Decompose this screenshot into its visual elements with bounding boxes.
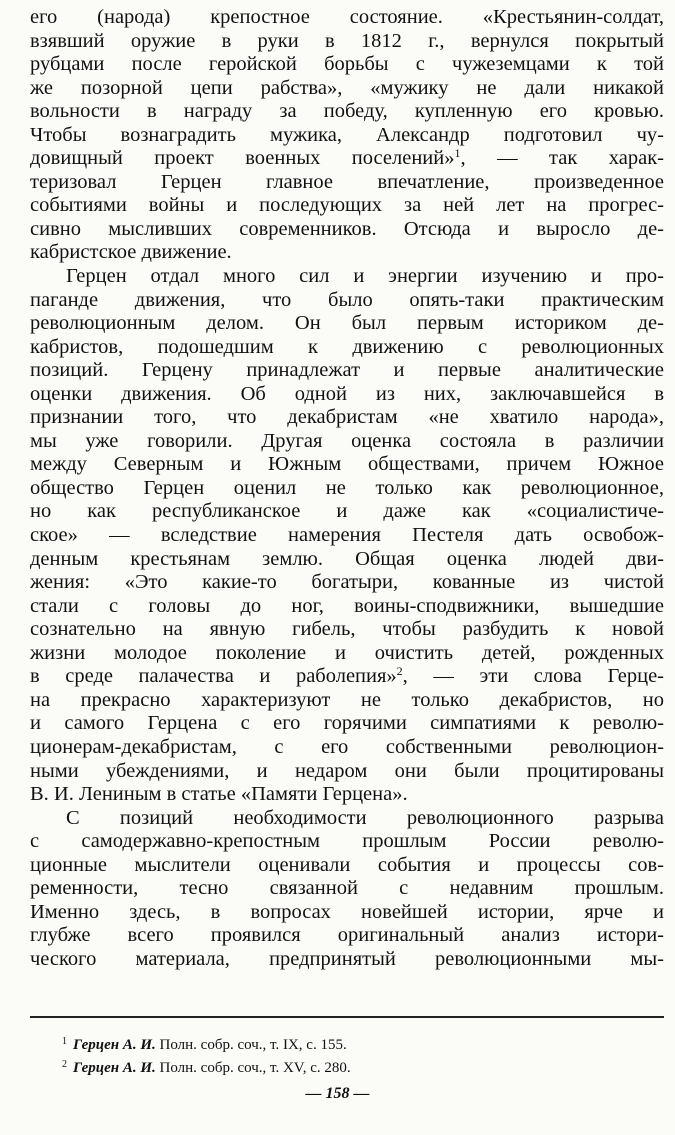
- line-text: рубцами после геройской борьбы с чужеземцами к той: [30, 53, 664, 76]
- line-text: стали с головы до ног, воины-сподвижники, вышедшие: [30, 594, 664, 617]
- text-line: [30, 453, 664, 477]
- footnote-text: Полн. собр. соч., т. XV, с. 280.: [159, 1060, 351, 1076]
- line-text: же позорной цепи рабства», «мужику не дали никакой: [30, 76, 664, 99]
- footnote-ref: 2: [396, 665, 403, 679]
- text-line: [30, 665, 664, 689]
- text-line: [30, 877, 664, 901]
- text-line: [30, 712, 664, 736]
- line-text: сознательно на явную гибель, чтобы разбудить к новой: [30, 618, 664, 641]
- text-line: [30, 6, 664, 30]
- text-line: [30, 336, 664, 360]
- line-text: признании того, что декабристам «не хватило народа»,: [30, 406, 664, 429]
- line-text: ционерам-декабристам, с его собственными революцион-: [30, 735, 664, 758]
- text-line: [30, 595, 664, 619]
- line-text: позиций. Герцену принадлежат и первые аналитические: [30, 359, 664, 382]
- line-text: глубже всего проявился оригинальный анализ истори-: [30, 924, 664, 947]
- line-text: сивно мысливших современников. Отсюда и выросло де-: [30, 217, 664, 240]
- text-line: [30, 500, 664, 524]
- line-text: его (народа) крепостное состояние. «Крестьянин-солдат,: [30, 6, 664, 28]
- text-line: [30, 924, 664, 948]
- line-text: кабристское движение.: [30, 241, 232, 264]
- text-line: [30, 77, 664, 101]
- text-line: [30, 194, 664, 218]
- text-line: [30, 548, 664, 572]
- text-line: [30, 383, 664, 407]
- line-text: теризовал Герцен главное впечатление, произведенное: [30, 170, 664, 193]
- line-text-continued: , — эти слова Герце-: [402, 665, 664, 688]
- text-line: [30, 948, 664, 972]
- text-line: [30, 241, 664, 265]
- text-line: [30, 571, 664, 595]
- line-text: Именно здесь, в вопросах новейшей истории, ярче и: [30, 900, 664, 923]
- text-line: [30, 100, 664, 124]
- line-text: Чтобы вознаградить мужика, Александр подготовил чу-: [30, 123, 664, 146]
- line-text: довищный проект военных поселений»: [30, 147, 455, 170]
- text-line: [30, 359, 664, 383]
- footnotes: [62, 1032, 622, 1078]
- line-text: взявший оружие в руки в 1812 г., вернулся покрытый: [30, 29, 664, 52]
- text-line: [30, 524, 664, 548]
- body-text: [30, 6, 664, 971]
- line-text: паганде движения, что было опять-таки практическим: [30, 288, 664, 311]
- line-text: денным крестьянам землю. Общая оценка людей дви-: [30, 547, 664, 570]
- footnote-author: Герцен А. И.: [73, 1060, 156, 1076]
- text-line: [30, 736, 664, 760]
- text-line: [30, 618, 664, 642]
- text-line: [30, 124, 664, 148]
- line-text: ское» — вследствие намерения Пестеля дать освобож-: [30, 524, 664, 547]
- line-text-continued: , — так харак-: [460, 147, 664, 170]
- line-text: событиями войны и последующих за ней лет на прогрес-: [30, 194, 664, 217]
- line-text: и самого Герцена с его горячими симпатиями к револю-: [30, 712, 664, 735]
- line-text: Герцен отдал много сил и энергии изучению и про-: [66, 265, 664, 288]
- footnote: [62, 1032, 622, 1055]
- line-text: с самодержавно-крепостным прошлым России револю-: [30, 830, 664, 853]
- text-line: [30, 830, 664, 854]
- text-line: [30, 171, 664, 195]
- line-text: С позиций необходимости революционного разрыва: [66, 806, 664, 829]
- line-text: общество Герцен оценил не только как революционное,: [30, 476, 664, 499]
- line-text: мы уже говорили. Другая оценка состояла в различии: [30, 429, 664, 452]
- footnote-divider: [30, 1016, 664, 1018]
- text-line: [30, 147, 664, 171]
- footnote: [62, 1055, 622, 1078]
- text-line: [30, 760, 664, 784]
- text-line: [30, 783, 664, 807]
- line-text: революционным делом. Он был первым историком де-: [30, 312, 664, 335]
- text-line: [30, 642, 664, 666]
- text-line: [30, 477, 664, 501]
- text-line: [30, 312, 664, 336]
- footnote-author: Герцен А. И.: [73, 1037, 156, 1053]
- footnote-number: 1: [62, 1036, 67, 1047]
- page-number: — 158 —: [305, 1085, 370, 1102]
- text-line: [30, 265, 664, 289]
- line-text: вольности в награду за победу, купленную его кровью.: [30, 100, 664, 123]
- text-line: [30, 901, 664, 925]
- line-text: но как республиканское и даже как «социалистиче-: [30, 500, 664, 523]
- line-text: жизни молодое поколение и очистить детей, рожденных: [30, 641, 664, 664]
- line-text: в среде палачества и раболепия»: [30, 665, 397, 688]
- line-text: В. И. Лениным в статье «Памяти Герцена».: [30, 783, 408, 806]
- text-line: [30, 406, 664, 430]
- footnote-ref: 1: [454, 147, 461, 161]
- text-line: [30, 30, 664, 54]
- text-line: [30, 53, 664, 77]
- line-text: оценки движения. Об одной из них, заключавшейся в: [30, 382, 664, 405]
- line-text: ными убеждениями, и недаром они были процитированы: [30, 759, 664, 782]
- footnote-text: Полн. собр. соч., т. IX, с. 155.: [159, 1037, 347, 1053]
- line-text: ционные мыслители оценивали события и процессы сов-: [30, 853, 664, 876]
- line-text: ческого материала, предпринятый революционными мы-: [30, 947, 664, 970]
- text-line: [30, 854, 664, 878]
- text-line: [30, 289, 664, 313]
- text-line: [30, 430, 664, 454]
- text-line: [30, 689, 664, 713]
- line-text: ременности, тесно связанной с недавним прошлым.: [30, 877, 664, 900]
- footnote-number: 2: [62, 1059, 67, 1070]
- line-text: кабристов, подошедшим к движению с революционных: [30, 335, 664, 358]
- text-line: [30, 807, 664, 831]
- line-text: на прекрасно характеризуют не только декабристов, но: [30, 688, 664, 711]
- line-text: между Северным и Южным обществами, причем Южное: [30, 453, 664, 476]
- line-text: жения: «Это какие-то богатыри, кованные из чистой: [30, 571, 664, 594]
- text-line: [30, 218, 664, 242]
